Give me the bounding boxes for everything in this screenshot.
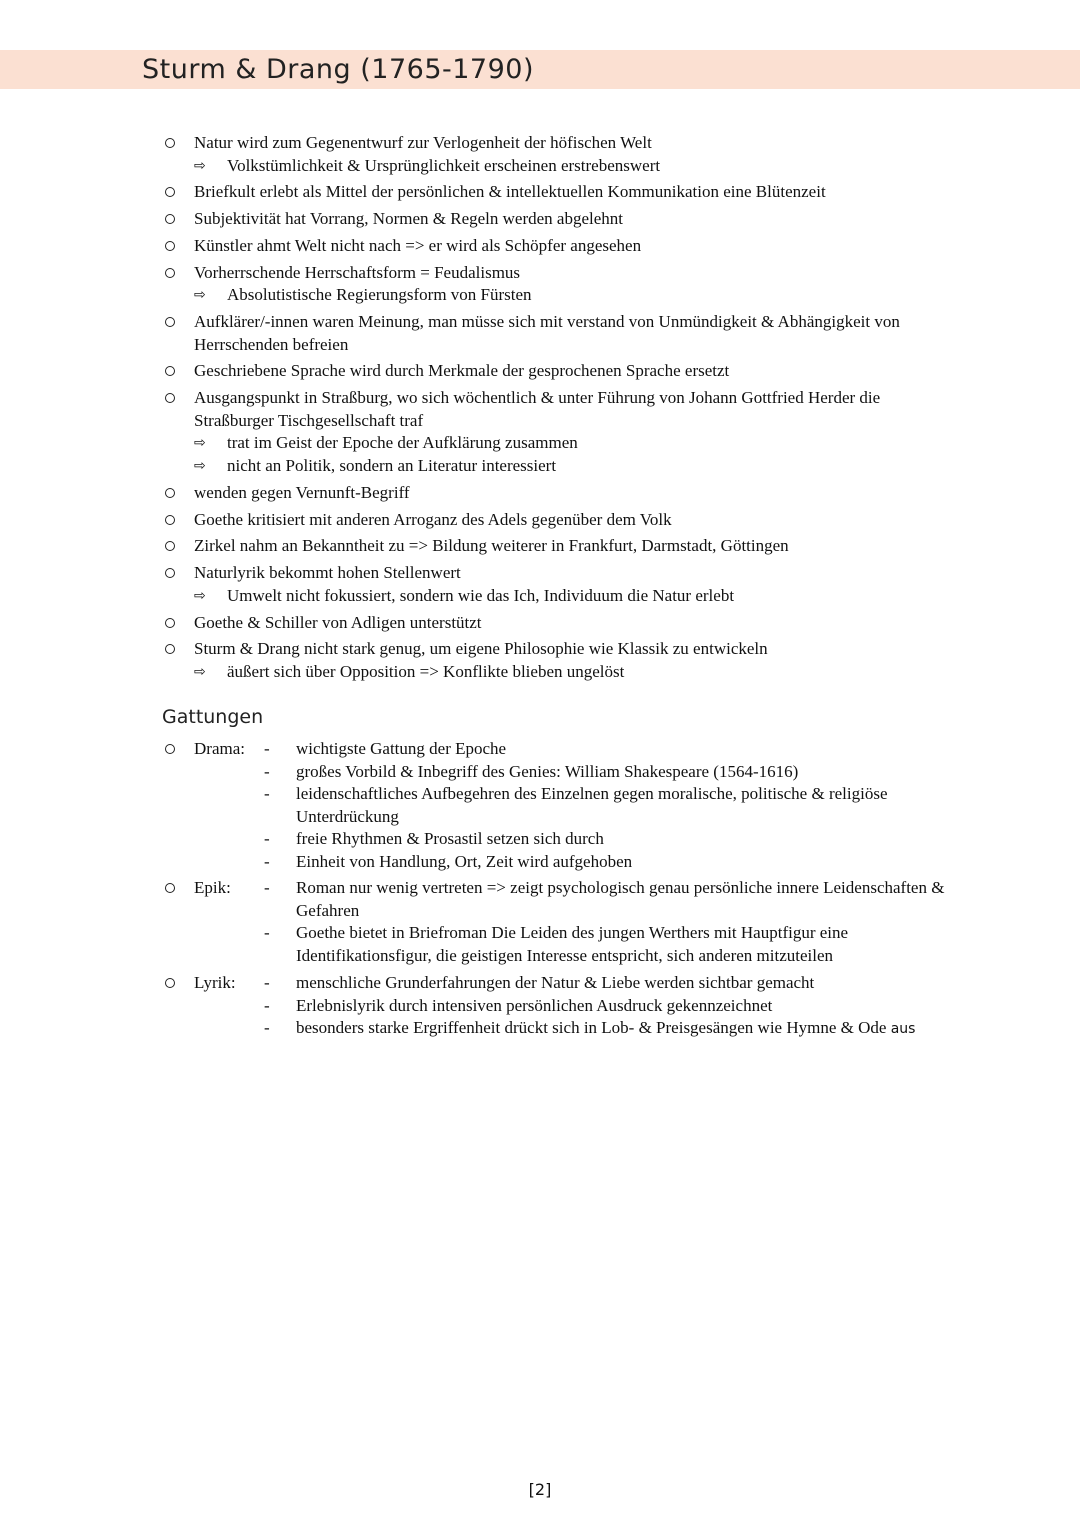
list-item [264,783,976,828]
list-item [264,828,976,851]
bullet-circle-icon [165,883,175,893]
list-item [160,638,960,683]
arrow-right-icon: ⇨ [194,458,206,475]
page-title: Sturm & Drang (1765-1790) [142,54,534,85]
bullet-circle-icon [165,541,175,551]
list-item [264,922,976,967]
sub-text: äußert sich über Opposition => Konflikte blieben ungelöst [227,661,625,681]
bullet-text: Briefkult erlebt als Mittel der persönlichen & intellektuellen Kommunikation eine Blütenzeit [194,182,826,202]
bullet-circle-icon [165,644,175,654]
bullet-text: Ausgangspunkt in Straßburg, wo sich wöchentlich & unter Führung von Johann Gottfried Herder die Straßburger Tischgesellschaft traf [194,388,881,430]
bullet-circle-icon [165,618,175,628]
list-item [160,311,960,356]
bullet-text: Naturlyrik bekommt hohen Stellenwert [194,563,461,583]
genre-lyrik [160,972,980,1042]
genre-item-text: Goethe bietet in Briefroman Die Leiden des jungen Werthers mit Hauptfigur eine Identifikationsfigur, die geistigen Interesse entspricht, sich anderen mitzuteilen [296,923,849,965]
sub-text: Umwelt nicht fokussiert, sondern wie das Ich, Individuum die Natur erlebt [227,585,735,605]
sub-text: Volkstümlichkeit & Ursprünglichkeit erscheinen erstrebenswert [227,155,661,175]
dash-icon: - [264,761,270,781]
arrow-right-icon: ⇨ [194,435,206,452]
arrow-right-icon: ⇨ [194,663,206,680]
bullet-circle-icon [165,744,175,754]
list-item [160,562,960,607]
bullet-text: Geschriebene Sprache wird durch Merkmale der gesprochenen Sprache ersetzt [194,361,730,381]
sub-item [194,585,960,608]
genre-item-text: wichtigste Gattung der Epoche [296,739,507,758]
dash-icon: - [264,784,270,804]
sub-item [194,455,960,478]
genre-item-text: freie Rhythmen & Prosastil setzen sich durch [296,829,604,849]
sub-text: trat im Geist der Epoche der Aufklärung zusammen [227,433,578,453]
genre-item-text: Erlebnislyrik durch intensiven persönlichen Ausdruck gekennzeichnet [296,995,773,1015]
genre-label: Drama: [194,739,245,758]
list-item [264,972,976,995]
bullet-circle-icon [165,568,175,578]
genre-item-text: Einheit von Handlung, Ort, Zeit wird aufgehoben [296,851,633,871]
bullet-circle-icon [165,268,175,278]
sub-item [194,284,960,307]
bullet-text: wenden gegen Vernunft-Begriff [194,482,410,502]
arrow-right-icon: ⇨ [194,157,206,174]
list-item [160,132,960,177]
bullet-text: Künstler ahmt Welt nicht nach => er wird als Schöpfer angesehen [194,235,642,255]
list-item [264,1017,976,1041]
dash-icon: - [264,878,270,897]
list-item [160,208,960,231]
arrow-right-icon: ⇨ [194,587,206,604]
sub-text: Absolutistische Regierungsform von Fürsten [227,285,532,305]
bullet-circle-icon [165,515,175,525]
genre-item-text: leidenschaftliches Aufbegehren des Einzelnen gegen moralische, politische & religiöse Unterdrückung [296,784,888,826]
bullet-circle-icon [165,138,175,148]
sub-item [194,661,960,684]
bullet-text: Sturm & Drang nicht stark genug, um eigene Philosophie wie Klassik zu entwickeln [194,639,768,659]
sub-item [194,432,960,455]
bullet-text: Goethe & Schiller von Adligen unterstützt [194,612,482,632]
genre-item-text: menschliche Grunderfahrungen der Natur & Liebe werden sichtbar gemacht [296,973,815,992]
arrow-right-icon: ⇨ [194,287,206,304]
bullet-circle-icon [165,241,175,251]
list-item [160,612,960,635]
sub-text: nicht an Politik, sondern an Literatur interessiert [227,456,557,476]
list-item [160,360,960,383]
list-item [160,181,960,204]
list-item [264,877,976,922]
list-item [264,738,976,761]
bullet-circle-icon [165,488,175,498]
bullet-text: Subjektivität hat Vorrang, Normen & Regeln werden abgelehnt [194,209,623,229]
bullet-list [160,132,960,688]
bullet-circle-icon [165,393,175,403]
list-item [264,851,976,874]
dash-icon: - [264,829,270,849]
list-item [160,509,960,532]
genre-item-text: großes Vorbild & Inbegriff des Genies: William Shakespeare (1564-1616) [296,761,799,781]
genre-item-text: besonders starke Ergriffenheit drückt sich in Lob- & Preisgesängen wie Hymne & Ode [296,1018,887,1038]
bullet-text: Vorherrschende Herrschaftsform = Feudalismus [194,262,521,282]
list-item [160,387,960,477]
bullet-circle-icon [165,366,175,376]
bullet-text: Zirkel nahm an Bekanntheit zu => Bildung weiterer in Frankfurt, Darmstadt, Göttingen [194,536,789,556]
bullet-circle-icon [165,187,175,197]
list-item [160,262,960,307]
genre-item-text: Roman nur wenig vertreten => zeigt psychologisch genau persönliche innere Leidenschaften & Gefahren [296,878,945,920]
list-item [160,535,960,558]
genre-label: Lyrik: [194,973,236,992]
bullet-circle-icon [165,214,175,224]
bullet-text: Aufklärer/-innen waren Meinung, man müsse sich mit verstand von Unmündigkeit & Abhängigkeit von Herrschenden befreien [194,312,900,354]
bullet-circle-icon [165,978,175,988]
list-item [264,995,976,1018]
list-item [160,235,960,258]
dash-icon: - [264,1018,270,1038]
dash-icon: - [264,851,270,871]
dash-icon: - [264,995,270,1015]
bullet-text: Natur wird zum Gegenentwurf zur Verlogenheit der höfischen Welt [194,133,652,152]
section-title-gattungen: Gattungen [162,706,264,728]
bullet-circle-icon [165,317,175,327]
page-number: [2] [528,1480,552,1499]
bullet-text: Goethe kritisiert mit anderen Arroganz des Adels gegenüber dem Volk [194,509,672,529]
handwritten-suffix: aus [890,1021,916,1038]
dash-icon: - [264,739,270,758]
dash-icon: - [264,973,270,992]
list-item [160,482,960,505]
genre-epik [160,877,980,969]
genre-label: Epik: [194,878,231,897]
dash-icon: - [264,923,270,943]
genre-drama [160,738,980,876]
list-item [264,761,976,784]
sub-item [194,155,960,178]
